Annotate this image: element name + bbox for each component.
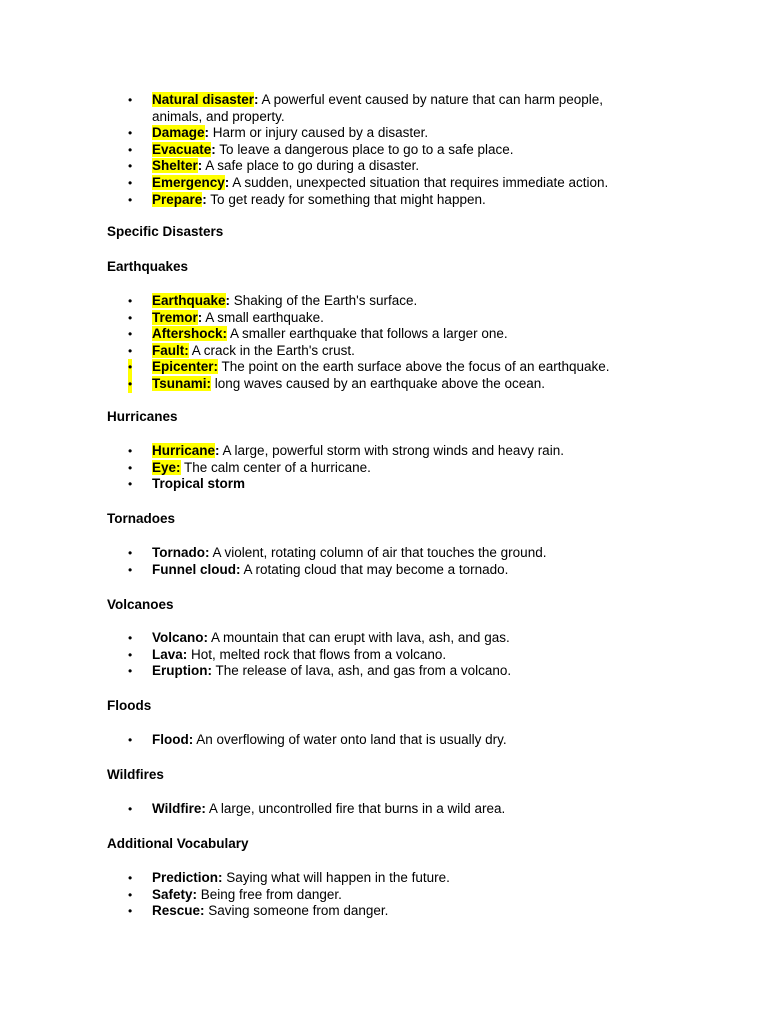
tornadoes-heading: Tornadoes [107, 511, 176, 526]
bullet-icon: • [128, 460, 133, 475]
hurricanes-list [0, 443, 768, 493]
term: Eruption: [152, 663, 212, 679]
definition: To leave a dangerous place to go to a safe place. [215, 141, 514, 157]
volcanoes-section [0, 630, 768, 680]
definition: The release of lava, ash, and gas from a volcano. [212, 663, 512, 679]
term: Flood: [152, 732, 194, 747]
term: Fault: [152, 342, 189, 358]
tornadoes-section [0, 545, 768, 578]
definition: An overflowing of water onto land that is usually dry. [193, 732, 507, 747]
term-separator: : [202, 191, 207, 207]
definition: A powerful event caused by nature that can harm people, animals, and property. [152, 92, 604, 124]
term: Safety: [152, 886, 198, 902]
floods-list [0, 732, 768, 749]
list-item [0, 476, 768, 493]
list-item [0, 92, 768, 125]
term: Tsunami: [152, 375, 212, 391]
general-vocab-section [0, 92, 768, 208]
list-item [0, 887, 768, 904]
bullet-icon: • [128, 546, 133, 560]
bullet-icon: • [128, 294, 133, 308]
list-item [0, 903, 768, 920]
list-item [0, 562, 768, 579]
bullet-icon: • [128, 93, 133, 107]
bullet-icon: • [128, 802, 133, 816]
list-item [0, 192, 768, 209]
earthquakes-section [0, 293, 768, 393]
tornadoes-list [0, 545, 768, 578]
term-separator: : [215, 443, 220, 458]
definition: A rotating cloud that may become a tornado. [240, 561, 509, 577]
definition: A sudden, unexpected situation that requires immediate action. [229, 174, 609, 190]
bullet-icon: • [128, 327, 133, 342]
term-separator: : [225, 293, 231, 308]
list-item [0, 142, 768, 159]
term: Evacuate [152, 141, 212, 157]
specific-disasters-heading: Specific Disasters [107, 224, 224, 239]
definition: Shaking of the Earth's surface. [230, 293, 418, 308]
definition: A small earthquake. [202, 309, 324, 325]
bullet-icon: • [128, 664, 133, 679]
term-separator: : [204, 125, 210, 141]
bullet-icon: • [128, 192, 133, 207]
term: Volcano: [152, 630, 209, 645]
wildfires-heading: Wildfires [107, 767, 164, 782]
term: Earthquake [152, 293, 226, 308]
term: Wildfire: [152, 801, 206, 816]
definition: Saying what will happen in the future. [222, 870, 450, 885]
hurricanes-heading: Hurricanes [107, 409, 178, 424]
bullet-icon: • [128, 126, 133, 141]
wildfires-list [0, 801, 768, 818]
bullet-icon: • [128, 343, 133, 358]
list-item [0, 647, 768, 664]
definition: Saving someone from danger. [204, 903, 389, 919]
general-vocab-list [0, 92, 768, 208]
bullet-icon: • [128, 175, 133, 190]
bullet-icon: • [128, 733, 133, 747]
definition: A safe place to go during a disaster. [202, 158, 420, 174]
bullet-icon: • [128, 871, 133, 885]
list-item [0, 359, 768, 376]
bullet-icon: • [128, 360, 133, 375]
term: Rescue: [152, 903, 205, 919]
list-item [0, 125, 768, 142]
hurricanes-section [0, 443, 768, 493]
definition: A large, uncontrolled fire that burns in a wild area. [205, 801, 506, 816]
term: Shelter [152, 158, 198, 174]
list-item [0, 630, 768, 647]
bullet-icon: • [128, 647, 133, 662]
additional-vocabulary-heading: Additional Vocabulary [107, 836, 249, 851]
list-item [0, 443, 768, 460]
list-item [0, 732, 768, 749]
term: Aftershock: [152, 326, 228, 342]
term: Damage [152, 125, 205, 141]
bullet-icon: • [128, 376, 133, 391]
list-item [0, 460, 768, 477]
term: Prediction: [152, 870, 223, 885]
wildfires-section [0, 801, 768, 818]
term: Epicenter: [152, 359, 219, 375]
volcanoes-list [0, 630, 768, 680]
term: Eye: [152, 459, 181, 475]
list-item [0, 376, 768, 393]
bullet-icon: • [128, 887, 133, 902]
floods-section [0, 732, 768, 749]
term: Tornado: [152, 545, 210, 560]
term: Tropical storm [152, 476, 246, 492]
list-item [0, 175, 768, 192]
definition: The calm center of a hurricane. [180, 459, 371, 475]
additional-vocab-list [0, 870, 768, 920]
definition: Hot, melted rock that flows from a volcano. [187, 646, 447, 662]
term: Emergency [152, 174, 225, 190]
definition: long waves caused by an earthquake above the ocean. [211, 375, 546, 391]
term: Tremor [152, 309, 198, 325]
term-separator: : [197, 158, 203, 174]
earthquakes-list [0, 293, 768, 393]
bullet-icon: • [128, 142, 133, 157]
list-item [0, 663, 768, 680]
earthquakes-heading: Earthquakes [107, 259, 189, 274]
term-separator: : [254, 92, 259, 107]
term: Prepare [152, 191, 203, 207]
bullet-icon: • [128, 310, 133, 325]
definition: A large, powerful storm with strong winds and heavy rain. [219, 443, 564, 458]
definition: To get ready for something that might happen. [206, 191, 486, 207]
term: Natural disaster [152, 92, 255, 107]
bullet-icon: • [128, 904, 133, 919]
definition: A crack in the Earth's crust. [188, 342, 355, 358]
term-separator: : [197, 309, 203, 325]
list-item [0, 545, 768, 562]
floods-heading: Floods [107, 698, 152, 713]
term: Hurricane [152, 443, 216, 458]
definition: Being free from danger. [197, 886, 342, 902]
definition: A smaller earthquake that follows a larger one. [227, 326, 508, 342]
term-separator: : [211, 141, 216, 157]
list-item [0, 870, 768, 887]
list-item [0, 801, 768, 818]
additional-vocab-section [0, 870, 768, 920]
term: Funnel cloud: [152, 561, 241, 577]
bullet-icon: • [128, 477, 133, 492]
definition: A violent, rotating column of air that touches the ground. [209, 545, 547, 560]
definition: A mountain that can erupt with lava, ash, and gas. [208, 630, 510, 645]
list-item [0, 343, 768, 360]
definition: Harm or injury caused by a disaster. [209, 125, 429, 141]
list-item [0, 293, 768, 310]
bullet-icon: • [128, 444, 133, 458]
list-item [0, 310, 768, 327]
bullet-icon: • [128, 159, 133, 174]
list-item [0, 158, 768, 175]
volcanoes-heading: Volcanoes [107, 597, 174, 612]
bullet-icon: • [128, 562, 133, 577]
definition: The point on the earth surface above the focus of an earthquake. [218, 359, 610, 375]
list-item [0, 326, 768, 343]
term-separator: : [224, 174, 230, 190]
term: Lava: [152, 646, 188, 662]
bullet-icon: • [128, 631, 133, 645]
